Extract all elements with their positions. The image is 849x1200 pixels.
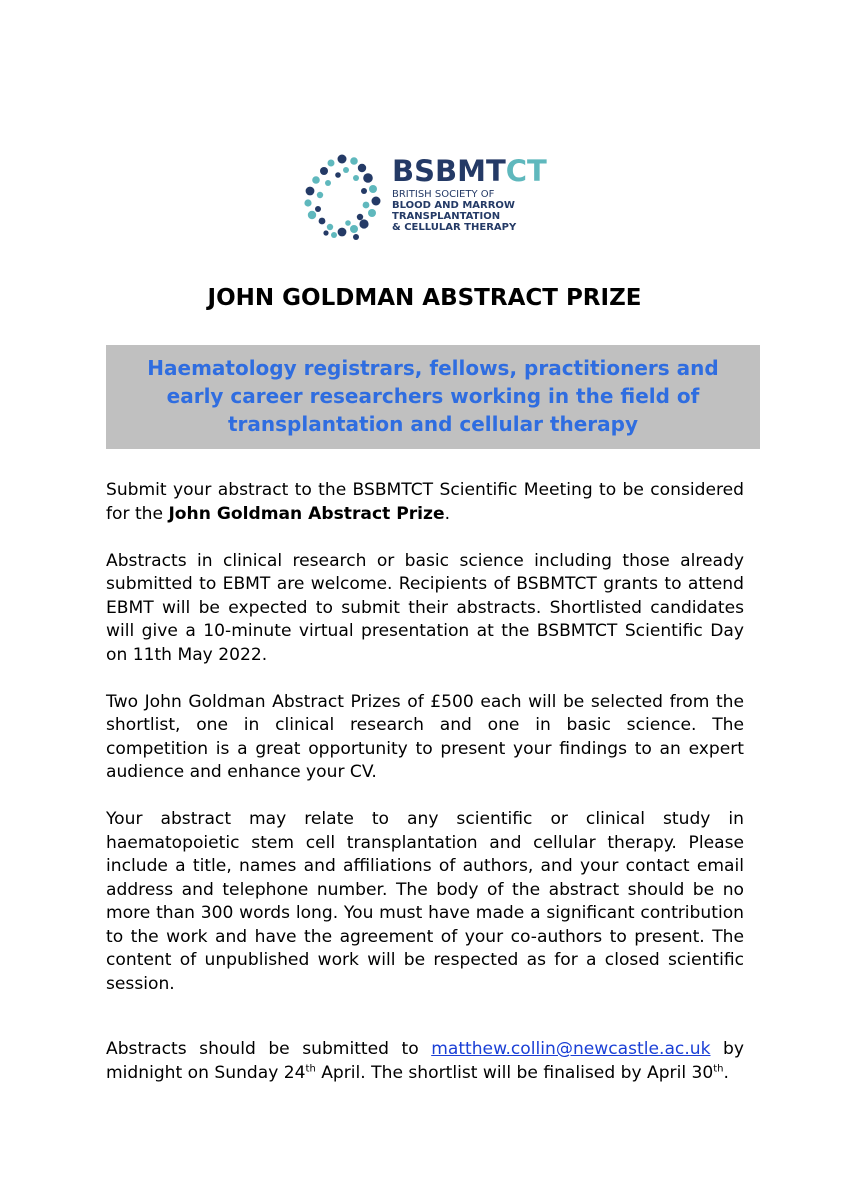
body-text: [106, 479, 744, 1109]
logo-dot: [317, 192, 323, 198]
logo-dot: [350, 225, 358, 233]
paragraph-submission: [106, 1038, 744, 1085]
logo-dot: [345, 220, 351, 226]
paragraph-prizes: Two John Goldman Abstract Prizes of £500 each will be selected from the shortlist, one in clinical research and one in basic science. The competition is a great opportunity to present your findings to an expert audience and enhance your CV.: [106, 691, 744, 782]
paragraph-requirements: Your abstract may relate to any scientific or clinical study in haematopoietic stem cell transplantation and cellular therapy. Please include a title, names and affiliations of authors, and your contact email address and telephone number. The body of the abstract should be no more than 300 words long. You must have made a significant contribution to the work and have the agreement of your co-authors to present. The content of unpublished work will be respected as for a closed scientific session.: [106, 809, 744, 994]
logo-dot: [363, 173, 373, 183]
logo-dots-emblem: [298, 153, 388, 241]
logo-dot: [353, 234, 359, 240]
logo-dot: [308, 211, 316, 219]
logo-dot: [361, 188, 367, 194]
ordinal-suffix: th: [305, 1062, 316, 1074]
logo-dot: [327, 224, 333, 230]
logo-subtitle-line1: BRITISH SOCIETY OF: [392, 189, 495, 200]
logo-dot: [343, 167, 349, 173]
submission-end: .: [723, 1062, 729, 1083]
ordinal-suffix: th: [713, 1062, 724, 1074]
logo-dot: [338, 228, 347, 237]
shortlist-text: April. The shortlist will be finalised by April 30: [315, 1062, 714, 1083]
logo-dot: [353, 175, 359, 181]
logo-dot: [372, 197, 381, 206]
logo-subtitle-line2: BLOOD AND MARROW: [392, 200, 515, 211]
logo-wordmark: [392, 155, 547, 187]
logo-dot: [369, 185, 377, 193]
logo-wordmark-accent: CT: [505, 154, 547, 188]
logo-wordmark-main: BSBMT: [392, 154, 506, 188]
intro-end: .: [444, 503, 450, 524]
logo-dot: [350, 157, 358, 165]
paragraph-eligibility: Abstracts in clinical research or basic science including those already submitted to EBMT are welcome. Recipients of BSBMTCT grants to attend EBMT will be expected to submit their abstracts. Shortlisted candidates will give a 10-minute virtual presentation at the BSBMTCT Scientific Day on 11th May 2022.: [106, 550, 744, 665]
logo-subtitle-line4: & CELLULAR THERAPY: [392, 222, 517, 233]
logo-dot: [358, 164, 366, 172]
logo-dot: [335, 172, 341, 178]
logo-dot: [304, 199, 311, 206]
audience-banner: [106, 345, 760, 449]
paragraph-intro: [106, 479, 744, 526]
logo-dot: [363, 202, 370, 209]
banner-line-1: Haematology registrars, fellows, practitioners and: [147, 356, 719, 380]
logo-dot: [312, 176, 320, 184]
logo-subtitle-line3: TRANSPLANTATION: [392, 211, 501, 222]
logo-dot: [368, 209, 376, 217]
logo-dot: [328, 160, 335, 167]
submission-deadline: by midnight on Sunday 24: [106, 1039, 744, 1083]
logo-dot: [325, 180, 331, 186]
prize-name: John Goldman Abstract Prize: [168, 503, 445, 524]
logo-dot: [357, 214, 363, 220]
logo-dot: [331, 232, 337, 238]
banner-line-3: transplantation and cellular therapy: [227, 412, 639, 436]
logo-dot: [323, 230, 328, 235]
banner-text: [106, 354, 760, 438]
intro-text: Submit your abstract to the BSBMTCT Scientific Meeting to be considered for the: [106, 480, 744, 524]
banner-line-2: early career researchers working in the field of: [166, 384, 700, 408]
submission-email-link[interactable]: matthew.collin@newcastle.ac.uk: [431, 1039, 711, 1059]
bsbmtct-logo: [298, 153, 558, 241]
logo-dot: [359, 219, 368, 228]
logo-dot: [306, 187, 315, 196]
logo-dot: [338, 155, 347, 164]
page-title: JOHN GOLDMAN ABSTRACT PRIZE: [207, 285, 642, 311]
logo-dot: [320, 167, 328, 175]
logo-dot: [319, 218, 326, 225]
submission-text: Abstracts should be submitted to: [106, 1039, 432, 1059]
logo-dot: [315, 206, 321, 212]
